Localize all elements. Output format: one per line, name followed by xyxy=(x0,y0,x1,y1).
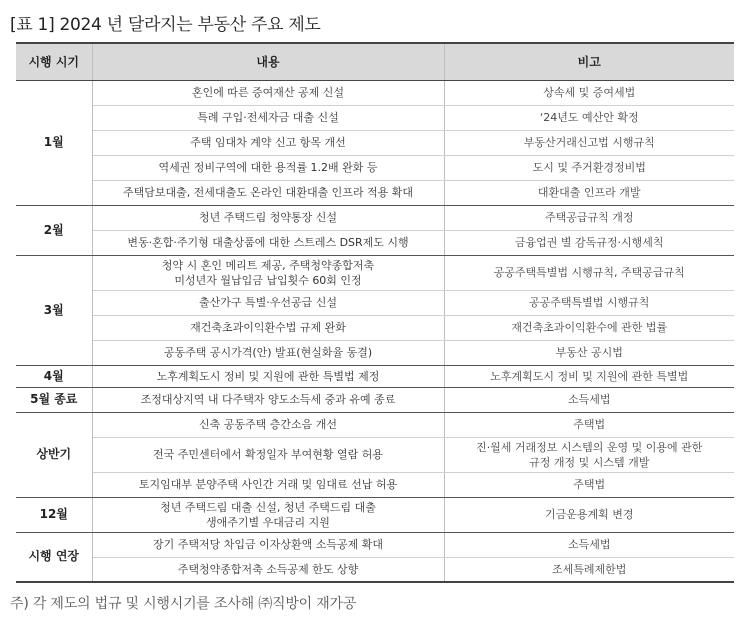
policy-table xyxy=(16,42,734,583)
period-cell: 12월 xyxy=(16,497,92,532)
table-row xyxy=(16,412,734,437)
table-row xyxy=(16,205,734,230)
remark-cell: 조세특례제한법 xyxy=(444,557,734,582)
content-cell: 역세권 정비구역에 대한 용적률 1.2배 완화 등 xyxy=(92,155,444,180)
period-cell: 시행 연장 xyxy=(16,532,92,582)
content-cell: 재건축초과이익환수법 규제 완화 xyxy=(92,315,444,340)
content-cell: 신축 공동주택 층간소음 개선 xyxy=(92,412,444,437)
content-cell: 청약 시 혼인 메리트 제공, 주택청약종합저축 미성년자 월납입금 납입횟수 60회 인정 xyxy=(92,255,444,290)
remark-cell: ‘24년도 예산안 확정 xyxy=(444,105,734,130)
remark-cell: 공공주택특별법 시행규칙, 주택공급규칙 xyxy=(444,255,734,290)
remark-cell: 주택공급규칙 개정 xyxy=(444,205,734,230)
footnote: 주) 각 제도의 법규 및 시행시기를 조사해 ㈜직방이 재가공 xyxy=(10,596,357,612)
table-row xyxy=(16,365,734,387)
remark-cell: 재건축초과이익환수에 관한 법률 xyxy=(444,315,734,340)
table-row xyxy=(16,437,734,472)
table-row xyxy=(16,532,734,557)
content-cell: 주택청약종합저축 소득공제 한도 상향 xyxy=(92,557,444,582)
header-remark: 비고 xyxy=(444,43,734,80)
remark-cell: 부동산거래신고법 시행규칙 xyxy=(444,130,734,155)
remark-cell: 공공주택특별법 시행규칙 xyxy=(444,290,734,315)
table-row xyxy=(16,155,734,180)
content-cell: 특례 구입·전세자금 대출 신설 xyxy=(92,105,444,130)
table-row xyxy=(16,557,734,582)
remark-cell: 진·월세 거래정보 시스템의 운영 및 이용에 관한 규정 개정 및 시스템 개발 xyxy=(444,437,734,472)
remark-cell: 상속세 및 증여세법 xyxy=(444,80,734,105)
table-body xyxy=(16,80,734,582)
content-cell: 공동주택 공시가격(안) 발표(현실화율 동결) xyxy=(92,340,444,365)
remark-cell: 노후계획도시 정비 및 지원에 관한 특별법 xyxy=(444,365,734,387)
table-row xyxy=(16,497,734,532)
content-cell: 변동·혼합·주기형 대출상품에 대한 스트레스 DSR제도 시행 xyxy=(92,230,444,255)
header-content: 내용 xyxy=(92,43,444,80)
table-row xyxy=(16,80,734,105)
table-title: [표 1] 2024 년 달라지는 부동산 주요 제도 xyxy=(10,15,321,35)
remark-cell: 주택법 xyxy=(444,472,734,497)
content-cell: 장기 주택저당 차입금 이자상환액 소득공제 확대 xyxy=(92,532,444,557)
table-row xyxy=(16,180,734,205)
period-cell: 3월 xyxy=(16,255,92,365)
content-cell: 주택 임대차 계약 신고 항목 개선 xyxy=(92,130,444,155)
content-cell: 출산가구 특별·우선공급 신설 xyxy=(92,290,444,315)
table-row xyxy=(16,105,734,130)
table-row xyxy=(16,290,734,315)
content-cell: 전국 주민센터에서 확정일자 부여현황 열람 허용 xyxy=(92,437,444,472)
content-cell: 노후계획도시 정비 및 지원에 관한 특별법 제정 xyxy=(92,365,444,387)
table-row xyxy=(16,230,734,255)
period-cell: 5월 종료 xyxy=(16,387,92,412)
table-row xyxy=(16,130,734,155)
content-cell: 청년 주택드림 대출 신설, 청년 주택드림 대출 생애주기별 우대금리 지원 xyxy=(92,497,444,532)
remark-cell: 대환대출 인프라 개발 xyxy=(444,180,734,205)
content-cell: 혼인에 따른 증여재산 공제 신설 xyxy=(92,80,444,105)
header-period: 시행 시기 xyxy=(16,43,92,80)
table-header xyxy=(16,43,734,80)
period-cell: 4월 xyxy=(16,365,92,387)
remark-cell: 소득세법 xyxy=(444,532,734,557)
remark-cell: 금융업권 별 감독규정·시행세칙 xyxy=(444,230,734,255)
content-cell: 주택담보대출, 전세대출도 온라인 대환대출 인프라 적용 확대 xyxy=(92,180,444,205)
table-row xyxy=(16,387,734,412)
period-cell: 1월 xyxy=(16,80,92,205)
table-row xyxy=(16,472,734,497)
table-row xyxy=(16,315,734,340)
period-cell: 2월 xyxy=(16,205,92,255)
remark-cell: 소득세법 xyxy=(444,387,734,412)
period-cell: 상반기 xyxy=(16,412,92,497)
content-cell: 토지임대부 분양주택 사인간 거래 및 임대료 선납 허용 xyxy=(92,472,444,497)
remark-cell: 기금운용계획 변경 xyxy=(444,497,734,532)
remark-cell: 도시 및 주거환경정비법 xyxy=(444,155,734,180)
remark-cell: 주택법 xyxy=(444,412,734,437)
table-row xyxy=(16,255,734,290)
table-row xyxy=(16,340,734,365)
content-cell: 청년 주택드림 청약통장 신설 xyxy=(92,205,444,230)
content-cell: 조정대상지역 내 다주택자 양도소득세 중과 유예 종료 xyxy=(92,387,444,412)
remark-cell: 부동산 공시법 xyxy=(444,340,734,365)
